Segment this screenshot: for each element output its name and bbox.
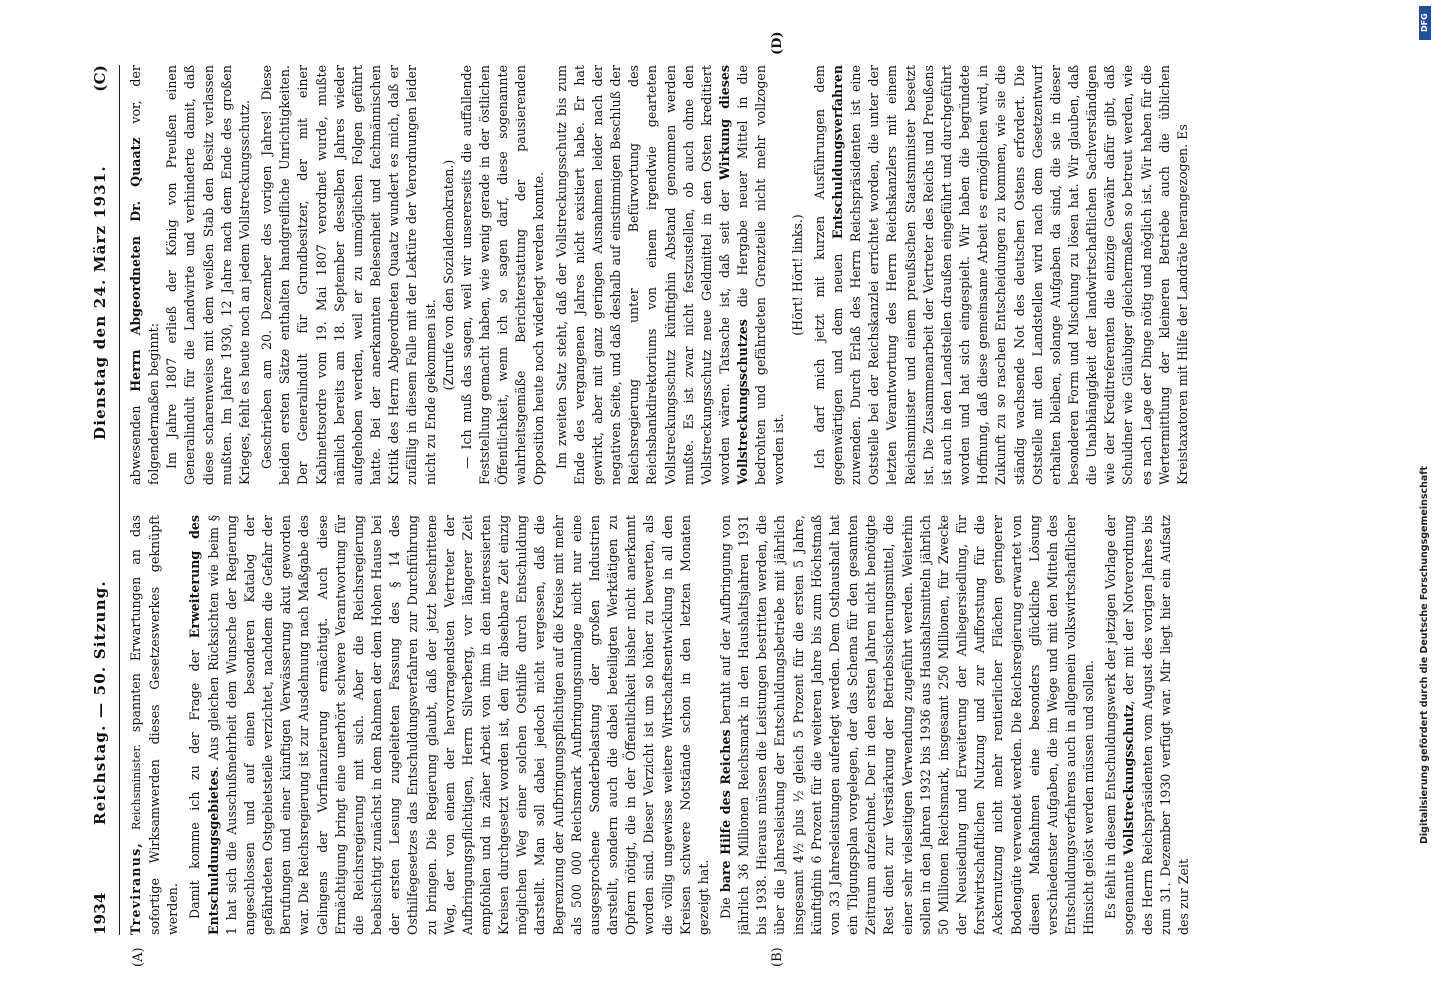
left-column [127, 515, 1377, 935]
text-run: Damit komme ich zu der Frage der [187, 638, 203, 919]
funding-note: Digitalisierung gefördert durch die Deutsche Forschungsgemeinschaft [1419, 466, 1430, 844]
paragraph-entschuldungsverfahren [811, 65, 1192, 485]
paragraph-vollstreckungsschutz [1102, 515, 1193, 935]
paragraph-quaatz [127, 65, 163, 485]
text-run: vor, der folgendermaßen beginnt: [128, 65, 162, 485]
emphasis-quaatz: Herrn Abgeordneten Dr. Quaatz [128, 137, 143, 392]
page-number: 1934 [91, 892, 109, 935]
text-run: abwesenden [128, 391, 143, 485]
text-run: , der mit der Notverordnung des Herrn Reichspräsidenten vom August des vorigen Jahres bis zum 31. Dezember 1930 verfügt war. Mir liegt hier ein Aufsatz des zur Zeit [1121, 515, 1191, 935]
text-run: Die [718, 892, 733, 919]
speaker-role: Reichsminister. [130, 744, 143, 830]
paragraph-bare-hilfe [717, 515, 1098, 935]
interjection-hoert-hoert: (Hört! Hört! links.) [789, 214, 805, 336]
text-run: Es fehlt in diesem Entschuldungswerk der jetzigen Vorlage der sogenannte [1103, 515, 1137, 935]
text-run: die Hergabe neuer Mittel in die bedrohten und gefährdeten Grenzteile nicht mehr vollzogen worden ist. [735, 65, 787, 485]
paragraph-continuation: spannten Erwartungen an das sofortige Wirksamwerden dieses Gesetzeswerkes geknüpft werden. [128, 515, 181, 935]
interjection-sozialdemokraten: (Zurufe von den Sozialdemokraten.) [440, 159, 456, 391]
paragraph-entschuldungsgebiet [186, 515, 713, 935]
emphasis-wirkung: Wirkung dieses Vollstreckungsschutzes [717, 65, 751, 485]
session-date: Dienstag den 24. März 1931. [91, 165, 109, 440]
text-run: beruht auf der Aufbringung von jährlich 36 Millionen Reichsmark in den Haushaltsjahren 1931 bis 1938. Hieraus müssen die Leistungen bestritten werden, die über die Jahresleistung der Entschuldungsbetriebe mit jährlich insgesamt 4½ plus ½ gleich 5 Prozent für die ersten 5 Jahre, künftighin 6 Prozent für die weiteren Jahre bis zum Höchstmaß von 33 Jahresleistungen auferlegt werden. Dem Osthaushalt hat ein Tilgungsplan vorgelegen, der das Schema für den gesamten Zeitraum aufzeichnet. Der in den ersten Jahren nicht benötigte Rest dient zur Verstärkung der Betriebssicherungsmittel, die einer sehr vielseitigen Verwendung zugeführt werden. Weiterhin sollen in den Jahren 1932 bis 1936 aus Haushaltsmitteln jährlich 50 Millionen Reichsmark, insgesamt 250 Millionen, für Zwecke der Neusiedlung und Erweiterung der Anliegersiedlung, für forstwirtschaftlichen Nutzung und zur Aufforstung für die Ackernutzung nicht mehr rentierlicher Flächen geringerer Bodengüte verwendet werden. Die Reichsregierung erwartet von diesen Maßnahmen eine besonders glückliche Lösung verschiedenster Aufgaben, die im Wege und mit den Mitteln des Entschuldungsverfahrens auch in allgemein volkswirtschaftlicher Hinsicht gelöst werden müssen und sollen. [718, 515, 1097, 935]
margin-marker-b: (B) [770, 947, 785, 967]
emphasis-vollstreckungsschutz: Vollstreckungsschutz [1121, 704, 1137, 856]
emphasis-entschuldungsverfahren: Entschuldungsverfahren [829, 65, 845, 239]
margin-marker-d: (D) [770, 31, 785, 55]
right-column [127, 65, 1377, 485]
rotated-page [85, 31, 1385, 967]
text-run: Im zweiten Satz steht, daß der Vollstreckungsschutz bis zum Ende des vergangenen Jahres nicht existiert habe. Er hat gewirkt, aber mit ganz geringen Ausnahmen leider nach der negativen Seite, und daß deshalb auf einstimmigen Beschluß der Reichsregierung unter Befürwortung des Reichsbankdirektoriums von einem irgendwie gearteten Vollstreckungsschutz künftighin Abstand genommen werden mußte. Es ist zwar nicht festzustellen, ob auch ohne den Vollstreckungsschutz neue Geldmittel in den Osten kreditiert worden wären. Tatsache ist, daß seit der [553, 65, 732, 485]
speaker-line [127, 515, 182, 935]
header-rule [119, 65, 120, 935]
paragraph-geschrieben: Geschrieben am 20. Dezember des vorigen Jahres! Diese beiden ersten Sätze enthalten handgreifliche Unrichtigkeiten. Der Generalindult für Grundbesitzer, der mit einer Kabinettsordre vom 19. Mai 1807 verordnet wurde, mußte nämlich bereits am 18. September desselben Jahres wieder aufgehoben werden, weil er zu unmöglichen Folgen geführt hatte. Bei der anerkannten Belesenheit und fachmännischen Kritik des Herrn Abgeordneten Quaatz wundert es mich, daß er zufällig in diesem Falle mit der Lektüre der Verordnungen leider nicht zu Ende gekommen ist. [259, 65, 438, 485]
margin-marker-a: (A) [131, 947, 146, 967]
speaker-name: Treviranus, [128, 842, 143, 935]
text-run: zuwenden. Durch Erlaß des Herrn Reichspräsidenten ist eine Oststelle bei der Reichskanzlei errichtet worden, die unter der letzten Verantwortung des Herrn Reichskanzlers mit einem Reichsminister und einem preußischen Staatsminister besetzt ist. Die Zusammenarbeit der Vertreter des Reichs und Preußens ist auch in den Landstellen draußen eingeführt und durchgeführt worden und hat sich eingespielt. Wir haben die begründete Hoffnung, daß diese gemeinsame Arbeit es ermöglichen wird, in Zukunft zu so raschen Entscheidungen zu kommen, wie sie die ständig wachsende Not des deutschen Ostens erfordert. Die Oststelle mit den Landstellen wird nach dem Gesetzentwurf erhalten bleiben, solange Aufgaben da sind, die sie in dieser besonderen Form und Mischung zu lösen hat. Wir glauben, daß die Unabhängigkeit der landwirtschaftlichen Sachverständigen wie der Kreditreferenten die einzige Gewähr dafür gibt, daß Schuldner wie Gläubiger gleichermaßen so betreut werden, wie es nach Lage der Dinge nötig und möglich ist. Wir haben für die Wertermittlung der kleineren Betriebe auch die üblichen Kreistaxatoren mit Hilfe der Landräte herangezogen. Es [848, 65, 1190, 485]
paragraph-feststellung: — Ich muß das sagen, weil wir unsererseits die auffallende Feststellung gemacht haben, wie wenig gerade in der östlichen Öffentlichkeit, wenn ich so sagen darf, diese sogenannte wahrheitsgemäße Berichterstattung der pausierenden Opposition heute noch widerlegt werden konnte. [458, 65, 547, 485]
margin-marker-c-head: (C) [91, 65, 109, 92]
dfg-logo: DFG [1419, 6, 1431, 40]
session-title: Reichstag. — 50. Sitzung. [91, 580, 109, 825]
emphasis-entschuldungsgebiet: Erweiterung des Entschuldungsgebietes [187, 515, 221, 935]
paragraph-zweiter-satz [553, 65, 789, 485]
text-run: . Aus gleichen Rücksichten wie beim § 1 hat sich die Ausschußmehrheit dem Wunsche der Regierung angeschlossen und auf einen besonderen Katalog der gefährdeten Ostgebietsteile verzichtet, nachdem die Gefahr der Berufungen und einer künftigen Verwässerung akut geworden war. Die Reichsregierung ist zur Ausdehnung nach Maßgabe des Gelingens der Vorfinanzierung ermächtigt. Auch diese Ermächtigung bringt eine unerhört schwere Verantwortung für die Reichsregierung mit sich. Aber die Reichsregierung beabsichtigt zunächst in dem Rahmen der dem Hohen Hause bei der ersten Lesung zugeleiteten Fassung des § 14 des Osthilfegesetzes das Entschuldungsverfahren zur Durchführung zu bringen. Die Regierung glaubt, daß der jetzt beschrittene Weg, der von einem der hervorragendsten Vertreter der Aufbringungspflichtigen, Herrn Silverberg, vor längerer Zeit empfohlen und in zäher Arbeit von ihm in den interessierten Kreisen durchgesetzt worden ist, den für absehbare Zeit einzig möglichen Weg einer solchen Osthilfe durch Entschuldung darstellt. Man soll dabei jedoch nicht vergessen, daß die Begrenzung der Aufbringungspflichtigen auf die Kreise mit mehr als 500 000 Reichsmark Aufbringungsumlage nicht nur eine ausgesprochene Sonderbelastung der großen Industrien darstellt, sondern auch die dabei beteiligten Werktätigen zu Opfern nötigt, die in der Öffentlichkeit bisher nicht anerkannt worden sind. Dieser Verzicht ist um so höher zu bewerten, als die völlig ungewisse weitere Wirtschaftsentwicklung in all den Kreisen schwere Notstände schon in den letzten Monaten gezeigt hat. [205, 515, 711, 935]
emphasis-bare-hilfe: bare Hilfe des Reiches [718, 729, 733, 893]
text-run: Ich darf mich jetzt mit kurzen Ausführungen dem gegenwärtigen und dem neuen [811, 65, 845, 485]
running-head [85, 65, 119, 935]
quotation: Im Jahre 1807 erließ der König von Preußen einen Generalindult für die Landwirte und verhinderte damit, daß diese scharenweise mit dem weißen Stab den Besitz verlassen mußten. Im Jahre 1930, 12 Jahre nach dem Ende des großen Krieges, fehlt es heute noch an jedem Vollstreckungsschutz. [164, 65, 252, 485]
